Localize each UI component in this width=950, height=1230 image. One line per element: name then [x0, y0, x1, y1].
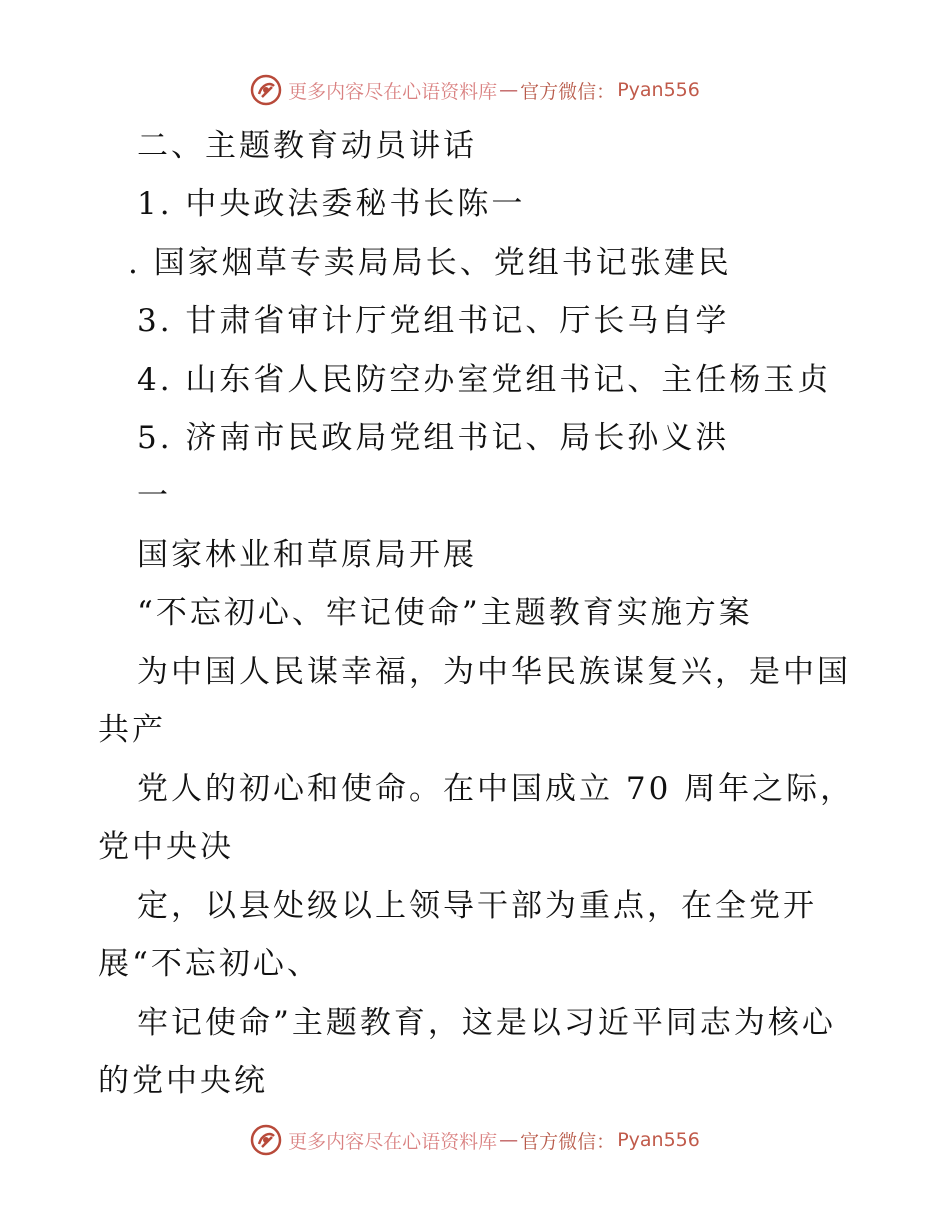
- watermark-lead: 更多内容尽在心语资料库: [288, 80, 498, 103]
- document-title: 国家林业和草原局开展: [137, 537, 477, 573]
- paragraph-line: 共产: [98, 712, 166, 748]
- list-item: 5. 济南市民政局党组书记、局长孙义洪: [137, 420, 730, 456]
- watermark-separator: —: [499, 79, 519, 101]
- list-item: 3. 甘肃省审计厅党组书记、厅长马自学: [137, 303, 730, 339]
- paragraph-line: 的党中央统: [98, 1063, 268, 1099]
- paragraph-line: 定，以县处级以上领导干部为重点，在全党开: [137, 888, 817, 924]
- watermark-lead: 更多内容尽在心语资料库: [288, 1130, 498, 1153]
- list-item: 1. 中央政法委秘书长陈一: [137, 186, 526, 222]
- paragraph-line: 党中央决: [98, 829, 234, 865]
- document-subtitle: “不忘初心、牢记使命”主题教育实施方案: [137, 595, 753, 631]
- text-line: 一: [137, 478, 171, 514]
- list-item: 4. 山东省人民防空办室党组书记、主任杨玉贞: [137, 362, 832, 398]
- watermark-label: 官方微信：: [520, 80, 616, 103]
- list-item: . 国家烟草专卖局局长、党组书记张建民: [128, 245, 732, 281]
- paragraph-line: 牢记使命”主题教育，这是以习近平同志为核心: [137, 1005, 836, 1041]
- paragraph-line: 为中国人民谋幸福，为中华民族谋复兴，是中国: [137, 654, 851, 690]
- paragraph-line: 展“不忘初心、: [98, 946, 321, 982]
- paragraph-line: 党人的初心和使命。在中国成立 70 周年之际，: [137, 771, 855, 807]
- watermark-footer: [0, 1120, 950, 1160]
- watermark-id: Pyan556: [617, 1129, 700, 1151]
- watermark-separator: —: [499, 1129, 519, 1151]
- watermark-label: 官方微信：: [520, 1130, 616, 1153]
- watermark-id: Pyan556: [617, 79, 700, 101]
- brand-logo-icon: [250, 1124, 282, 1156]
- section-heading: 二、主题教育动员讲话: [137, 128, 477, 164]
